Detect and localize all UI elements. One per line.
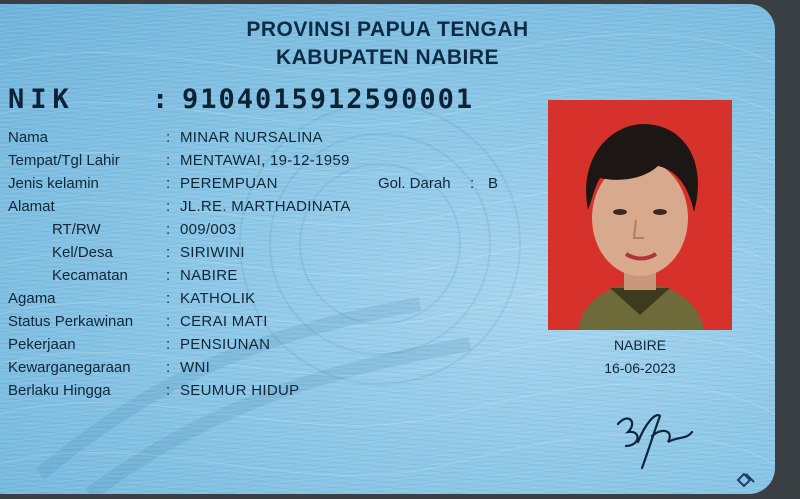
field-colon: : [166,175,171,192]
field-colon: : [166,290,171,307]
field-value-nama: MINAR NURSALINA [180,129,323,146]
field-label-district: Kecamatan [52,267,128,284]
field-row-citizenship [0,357,560,380]
field-value-rtrw: 009/003 [180,221,237,238]
field-label-occupation: Pekerjaan [8,336,76,353]
field-label-village: Kel/Desa [52,244,113,261]
field-row-occupation [0,334,560,357]
field-row-nama [0,127,560,150]
blood-type-colon: : [470,175,475,192]
field-value-address: JL.RE. MARTHADINATA [180,198,351,215]
field-row-religion [0,288,560,311]
field-value-validity: SEUMUR HIDUP [180,382,300,399]
blood-type-value: B [488,175,499,192]
field-colon: : [166,221,171,238]
field-row-address [0,196,560,219]
portrait-photo [548,100,732,330]
field-label-rtrw: RT/RW [52,221,101,238]
field-value-religion: KATHOLIK [180,290,256,307]
identity-fields [0,127,560,403]
field-value-gender: PEREMPUAN [180,175,278,192]
field-colon: : [166,267,171,284]
field-row-rtrw [0,219,560,242]
province-title: PROVINSI PAPUA TENGAH [246,18,529,41]
field-value-citizenship: WNI [180,359,211,376]
field-row-validity [0,380,560,403]
field-colon: : [166,313,171,330]
field-value-occupation: PENSIUNAN [180,336,271,353]
id-card [0,4,775,494]
field-label-religion: Agama [8,290,56,307]
portrait-figure [548,100,732,330]
issue-date: 16-06-2023 [604,360,676,376]
nik-value: 9104015912590001 [182,84,475,115]
field-label-marital: Status Perkawinan [8,313,134,330]
nik-colon: : [152,84,169,115]
field-label-birth: Tempat/Tgl Lahir [8,152,120,169]
field-label-gender: Jenis kelamin [8,175,99,192]
blood-type-label: Gol. Darah [378,175,451,192]
field-value-marital: CERAI MATI [180,313,268,330]
field-value-birth: MENTAWAI, 19-12-1959 [180,152,350,169]
field-label-address: Alamat [8,198,55,215]
field-row-marital [0,311,560,334]
field-colon: : [166,198,171,215]
field-colon: : [166,152,171,169]
field-label-validity: Berlaku Hingga [8,382,111,399]
field-row-gender [0,173,560,196]
field-label-nama: Nama [8,129,49,146]
field-value-district: NABIRE [180,267,238,284]
field-colon: : [166,336,171,353]
nik-label: NIK [8,84,75,115]
field-row-birth [0,150,560,173]
field-colon: : [166,244,171,261]
field-row-district [0,265,560,288]
field-label-citizenship: Kewarganegaraan [8,359,131,376]
field-colon: : [166,129,171,146]
hologram-mark [736,470,756,488]
field-row-village [0,242,560,265]
signature-mark [608,402,700,474]
issue-place: NABIRE [613,337,667,353]
field-value-village: SIRIWINI [180,244,245,261]
field-colon: : [166,382,171,399]
field-colon: : [166,359,171,376]
regency-title: KABUPATEN NABIRE [275,46,500,69]
